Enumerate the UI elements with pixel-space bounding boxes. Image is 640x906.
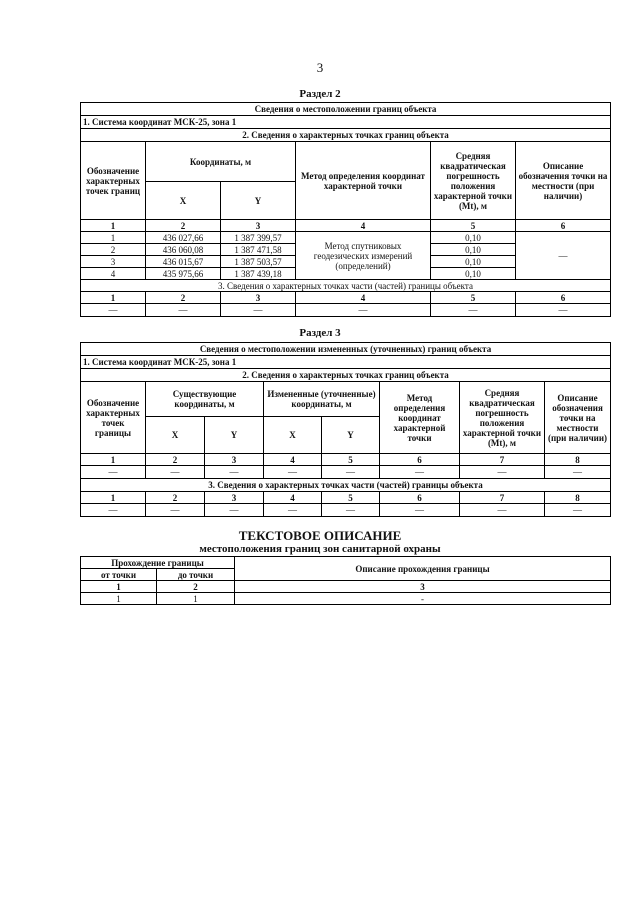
col-number: 5 — [431, 292, 516, 304]
empty-cell: — — [146, 304, 221, 317]
point-mt: 0,10 — [431, 256, 516, 268]
col-passage: Прохождение границы — [81, 557, 235, 569]
table-row — [81, 304, 611, 317]
col-number: 4 — [264, 492, 322, 504]
empty-cell: — — [146, 466, 205, 479]
page-number: 3 — [316, 60, 324, 75]
col-y: Y — [322, 417, 380, 454]
boundary-description-table — [80, 556, 611, 605]
part-header: 3. Сведения о характерных точках части (частей) границы объекта — [81, 280, 611, 292]
col-number: 4 — [264, 454, 322, 466]
point-y: 1 387 471,58 — [221, 244, 296, 256]
col-number: 6 — [516, 292, 611, 304]
empty-cell: — — [205, 466, 264, 479]
col-y: Y — [205, 417, 264, 454]
point-number: 2 — [81, 244, 146, 256]
empty-cell: — — [81, 304, 146, 317]
table-row — [81, 232, 611, 244]
empty-cell: — — [545, 504, 611, 517]
col-number: 1 — [81, 292, 146, 304]
col-changed: Измененные (уточненные) координаты, м — [264, 382, 380, 417]
point-y: 1 387 439,18 — [221, 268, 296, 280]
col-number: 2 — [146, 492, 205, 504]
point-y: 1 387 399,57 — [221, 232, 296, 244]
empty-cell: — — [296, 304, 431, 317]
text-description-title: ТЕКСТОВОЕ ОПИСАНИЕ — [238, 528, 402, 543]
col-number: 8 — [545, 454, 611, 466]
col-number: 3 — [205, 492, 264, 504]
empty-cell: — — [264, 466, 322, 479]
point-x: 436 015,67 — [146, 256, 221, 268]
empty-cell: — — [545, 466, 611, 479]
coord-system: 1. Система координат МСК-25, зона 1 — [81, 116, 611, 129]
empty-cell: — — [380, 504, 460, 517]
col-number: 4 — [296, 292, 431, 304]
col-designation: Обозначение характерных точек границы — [81, 382, 146, 454]
col-number: 1 — [81, 220, 146, 232]
part-header: 3. Сведения о характерных точках части (частей) границы объекта — [81, 479, 611, 492]
col-description: Описание обозначения точки на местности (при наличии) — [516, 142, 611, 220]
point-number: 1 — [81, 232, 146, 244]
col-x: X — [264, 417, 322, 454]
point-number: 4 — [81, 268, 146, 280]
col-number: 7 — [460, 454, 545, 466]
col-number: 5 — [322, 454, 380, 466]
points-header: 2. Сведения о характерных точках границ объекта — [81, 129, 611, 142]
col-existing: Существующие координаты, м — [146, 382, 264, 417]
table-row — [81, 504, 611, 517]
section-3-title: Раздел 3 — [299, 327, 341, 339]
col-y: Y — [221, 182, 296, 220]
section-2-table — [80, 102, 611, 317]
col-number: 4 — [296, 220, 431, 232]
empty-cell: — — [322, 466, 380, 479]
empty-cell: — — [460, 466, 545, 479]
col-designation: Обозначение характерных точек границ — [81, 142, 146, 220]
col-number: 6 — [516, 220, 611, 232]
col-method: Метод определения координат характерной точки — [296, 142, 431, 220]
col-number: 7 — [460, 492, 545, 504]
col-number: 5 — [322, 492, 380, 504]
section-3-table — [80, 342, 611, 517]
points-header: 2. Сведения о характерных точках границ объекта — [81, 369, 611, 382]
text-description-subtitle: местоположения границ зон санитарной охраны — [199, 543, 441, 555]
empty-cell: — — [221, 304, 296, 317]
empty-cell: — — [460, 504, 545, 517]
empty-cell: — — [81, 466, 146, 479]
col-mean-error: Средняя квадратическая погрешность положения характерной точки (Mt), м — [431, 142, 516, 220]
section-2-title: Раздел 2 — [299, 88, 341, 100]
passage-description: - — [235, 593, 611, 605]
col-from-point: от точки — [81, 569, 157, 581]
coord-system: 1. Система координат МСК-25, зона 1 — [81, 356, 611, 369]
empty-cell: — — [322, 504, 380, 517]
empty-cell: — — [380, 466, 460, 479]
col-x: X — [146, 417, 205, 454]
point-mt: 0,10 — [431, 232, 516, 244]
col-number: 3 — [221, 292, 296, 304]
table-row — [81, 466, 611, 479]
col-passage-description: Описание прохождения границы — [235, 557, 611, 581]
col-method: Метод определения координат характерной точки — [380, 382, 460, 454]
point-x: 436 027,66 — [146, 232, 221, 244]
col-number: 3 — [205, 454, 264, 466]
point-mt: 0,10 — [431, 244, 516, 256]
col-number: 6 — [380, 492, 460, 504]
col-number: 1 — [81, 581, 157, 593]
to-point: 1 — [157, 593, 235, 605]
empty-cell: — — [264, 504, 322, 517]
section-2-header: Сведения о местоположении границ объекта — [81, 103, 611, 116]
col-number: 8 — [545, 492, 611, 504]
point-x: 435 975,66 — [146, 268, 221, 280]
col-number: 2 — [146, 220, 221, 232]
col-number: 2 — [146, 454, 205, 466]
col-number: 1 — [81, 492, 146, 504]
from-point: 1 — [81, 593, 157, 605]
point-mt: 0,10 — [431, 268, 516, 280]
col-mean-error: Средняя квадратическая погрешность положения характерной точки (Mt), м — [460, 382, 545, 454]
point-number: 3 — [81, 256, 146, 268]
empty-cell: — — [516, 304, 611, 317]
section-3-header: Сведения о местоположении измененных (уточненных) границ объекта — [81, 343, 611, 356]
description-value: — — [516, 232, 611, 280]
col-number: 1 — [81, 454, 146, 466]
col-number: 2 — [146, 292, 221, 304]
col-to-point: до точки — [157, 569, 235, 581]
col-description: Описание обозначения точки на местности (при наличии) — [545, 382, 611, 454]
method-value: Метод спутниковых геодезических измерений (определений) — [296, 232, 431, 280]
col-number: 3 — [235, 581, 611, 593]
empty-cell: — — [431, 304, 516, 317]
empty-cell: — — [81, 504, 146, 517]
point-y: 1 387 503,57 — [221, 256, 296, 268]
col-number: 5 — [431, 220, 516, 232]
col-number: 2 — [157, 581, 235, 593]
point-x: 436 060,08 — [146, 244, 221, 256]
empty-cell: — — [146, 504, 205, 517]
table-row — [81, 593, 611, 605]
col-number: 3 — [221, 220, 296, 232]
col-coords: Координаты, м — [146, 142, 296, 182]
empty-cell: — — [205, 504, 264, 517]
col-number: 6 — [380, 454, 460, 466]
col-x: X — [146, 182, 221, 220]
